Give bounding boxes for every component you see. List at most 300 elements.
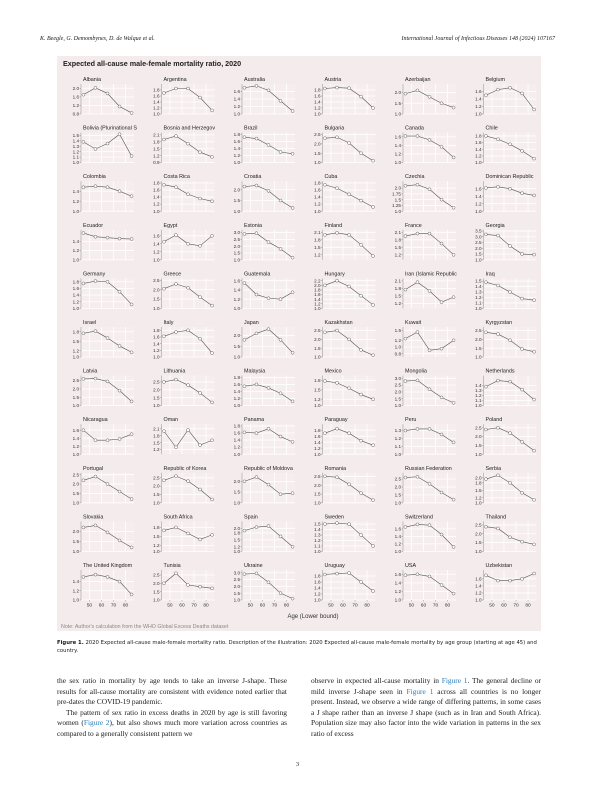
data-point [162,335,165,338]
y-tick-label: 1.5 [233,250,240,256]
panel-title: Kyrgyzstan [485,320,513,326]
y-tick-label: 2.0 [314,141,321,147]
y-tick-label: 2.0 [394,185,401,191]
plot-area [403,278,456,308]
data-point [416,573,419,576]
y-tick-label: 1.1 [72,154,79,160]
y-tick-label: 1.4 [72,188,79,194]
data-point [162,430,165,433]
panel-title: Chile [485,125,498,132]
plot-area [242,570,295,600]
plot-area [323,424,376,454]
y-tick-label: 1.8 [314,573,321,579]
y-tick-label: 1.2 [475,495,482,501]
data-point [255,184,258,187]
y-tick-label: 1.5 [314,345,321,351]
running-header-authors: K. Beegle, G. Demombynes, D. de Walque et al. [40,36,155,42]
panel-title: Iraq [485,271,495,278]
data-point [162,529,165,532]
plot-area [323,181,376,211]
data-point [372,590,375,593]
y-tick-label: 1.6 [394,134,401,140]
plot-area [81,133,134,163]
y-tick-label: 2.0 [394,484,401,490]
y-tick-label: 2.0 [314,336,321,342]
y-tick-label: 1.6 [153,334,160,340]
y-tick-label: 1.8 [153,433,160,439]
y-tick-label: 1.3 [314,532,321,538]
chart-panel [314,563,375,609]
plot-area [484,570,537,600]
data-point [496,426,499,429]
y-tick-label: 1.0 [314,500,321,506]
data-point [82,575,85,578]
y-tick-label: 1.0 [394,549,401,554]
data-point [428,349,431,352]
y-tick-label: 2.1 [394,278,401,284]
data-point [484,134,487,137]
panel-title: Peru [405,417,417,424]
data-point [521,253,524,256]
y-tick-label: 1.2 [475,295,482,301]
y-tick-label: 1.5 [394,244,401,250]
y-tick-label: 1.0 [394,160,401,166]
chart-panel [234,320,295,360]
figure-1-link[interactable]: Figure 1 [406,686,434,696]
data-point [533,299,536,302]
panel-title: Cuba [324,174,338,181]
data-point [452,253,455,256]
data-point [323,523,326,526]
data-point [267,189,270,192]
data-point [130,111,133,114]
chart-panel [395,320,456,357]
data-point [106,337,109,340]
data-point [94,573,97,576]
y-tick-label: 1.5 [394,100,401,106]
y-tick-label: 1.2 [153,249,160,255]
y-tick-label: 1.0 [153,208,160,214]
y-tick-label: 1.5 [314,150,321,156]
data-point [130,498,133,501]
y-tick-label: 0.8 [394,351,401,357]
y-tick-label: 2.0 [233,243,240,249]
y-tick-label: 1.0 [233,500,240,506]
y-tick-label: 1.2 [394,337,401,343]
data-point [199,244,202,247]
data-point [484,331,487,334]
data-point [533,350,536,353]
data-point [509,244,512,247]
data-point [243,385,246,388]
figure-2-link[interactable]: Figure 2 [83,718,110,728]
chart-panel [314,174,375,214]
data-point [533,157,536,160]
y-tick-label: 1.6 [233,430,240,436]
data-point [496,474,499,477]
data-point [162,582,165,585]
data-point [211,401,214,404]
data-point [211,587,214,590]
y-tick-label: 1.2 [72,443,79,449]
data-point [484,574,487,577]
y-tick-label: 2.0 [153,287,160,293]
y-tick-label: 1.0 [72,403,79,409]
y-tick-label: 1.2 [233,104,240,110]
y-tick-label: 1.4 [72,138,79,144]
data-point [291,291,294,294]
data-point [496,185,499,188]
y-tick-label: 1.4 [153,241,160,247]
y-tick-label: 2.5 [153,277,160,283]
y-tick-label: 1.4 [314,296,321,302]
data-point [106,531,109,534]
data-point [440,533,443,536]
data-point [243,282,246,285]
data-point [267,143,270,146]
y-tick-label: 2.0 [233,525,240,531]
chart-panel [314,126,375,166]
y-tick-label: 1.2 [153,347,160,353]
text-run: The pattern of sex ratio in excess deaths in 2020 by age is still favoring women ( [57,707,287,728]
chart-panel [234,466,295,506]
panel-title: Brazil [244,125,258,132]
data-point [187,384,190,387]
y-tick-label: 1.5 [72,338,79,344]
y-tick-label: 1.2 [314,105,321,111]
y-tick-label: 1.1 [475,398,482,404]
y-tick-label: 1.4 [475,146,482,152]
panel-title: Japan [244,320,259,326]
y-tick-label: 1.8 [72,279,79,285]
data-point [174,475,177,478]
panel-title: Belgium [485,77,505,83]
chart-panel [395,77,456,117]
data-point [323,331,326,334]
x-tick-label: 70 [513,603,519,609]
plot-area [323,473,376,503]
chart-panel [234,77,295,117]
y-tick-label: 1.0 [233,111,240,117]
y-tick-label: 1.8 [314,377,321,383]
data-point [484,385,487,388]
y-tick-label: 2.5 [394,382,401,388]
y-tick-label: 1.0 [72,451,79,457]
y-tick-label: 2.1 [394,229,401,235]
y-tick-label: 1.6 [394,526,401,532]
chart-panel [475,77,536,117]
data-point [199,538,202,541]
y-tick-label: 1.2 [394,436,401,442]
plot-area [242,376,295,406]
data-point [255,432,258,435]
panel-title: Sweden [324,514,344,521]
panel-title: Switzerland [405,514,433,521]
data-point [360,348,363,351]
y-tick-label: 2.0 [233,187,240,193]
y-tick-label: 1.6 [72,94,79,100]
data-point [521,297,524,300]
data-point [360,95,363,98]
data-point [372,159,375,162]
data-point [416,379,419,382]
chart-panel [475,223,536,263]
data-point [440,301,443,304]
data-point [404,135,407,138]
x-tick-label: 80 [283,603,290,609]
data-point [187,286,190,289]
y-tick-label: 1.5 [233,343,240,349]
data-point [279,99,282,102]
y-tick-label: 1.4 [153,194,160,200]
y-tick-label: 2.0 [394,90,401,96]
y-tick-label: 1.25 [392,203,401,209]
y-tick-label: 1.2 [475,393,482,399]
y-tick-label: 1.5 [394,492,401,498]
data-point [428,232,431,235]
data-point [360,393,363,396]
data-point [291,597,294,600]
data-point [118,237,121,240]
data-point [452,339,455,342]
y-tick-label: 1.2 [153,105,160,111]
data-point [279,392,282,395]
panel-title: Italy [163,320,174,326]
y-tick-label: 1.5 [72,394,79,400]
chart-panel [475,174,536,214]
y-tick-label: 1.0 [394,208,401,214]
data-point [428,289,431,292]
y-tick-label: 2.5 [72,472,79,478]
y-tick-label: 1.5 [314,491,321,497]
y-tick-label: 2.5 [72,378,79,384]
data-point [323,379,326,382]
panel-title: Ecuador [83,222,104,229]
x-tick-label: 50 [247,603,254,609]
y-tick-label: 1.8 [153,327,160,333]
y-tick-label: 1.5 [233,489,240,495]
data-point [199,585,202,588]
y-tick-label: 2.0 [314,282,321,288]
y-tick-label: 1.2 [233,153,240,159]
y-tick-label: 2.0 [233,478,240,484]
chart-panel [475,369,536,409]
data-point [106,483,109,486]
chart-panel [392,174,456,214]
data-point [94,280,97,283]
y-tick-label: 1.8 [394,286,401,291]
data-point [291,440,294,443]
y-tick-label: 1.0 [72,597,79,603]
chart-panel [153,417,214,454]
data-point [452,498,455,501]
y-tick-label: 1.4 [394,143,401,149]
y-tick-label: 1.0 [153,354,160,360]
y-tick-label: 1.0 [233,354,240,360]
data-point [291,351,294,354]
data-point [440,347,443,350]
y-tick-label: 1.6 [153,93,160,99]
data-point [267,427,270,430]
y-tick-label: 3.0 [394,375,401,381]
chart-panel [314,514,375,554]
data-point [279,493,282,496]
y-tick-label: 2.5 [475,328,482,334]
y-tick-label: 1.2 [72,149,79,155]
plot-area [323,133,376,163]
panel-title: Netherlands [485,368,515,375]
panel-title: Romania [324,465,347,472]
chart-panel [73,320,134,360]
plot-area [242,133,295,163]
y-tick-label: 1.0 [72,208,79,214]
data-point [174,446,177,449]
y-tick-label: 1.0 [475,111,482,117]
data-point [106,236,109,239]
data-point [82,377,85,380]
data-point [521,577,524,580]
y-tick-label: 1.6 [475,186,482,192]
data-point [82,332,85,335]
data-point [118,438,121,441]
data-point [416,331,419,334]
y-tick-label: 1.0 [153,257,160,263]
y-tick-label: 1.0 [314,549,321,554]
data-point [162,240,165,243]
data-point [533,108,536,111]
data-point [360,534,363,537]
data-point [187,242,190,245]
data-point [291,400,294,403]
figure-1-link[interactable]: Figure 1 [441,676,468,685]
y-tick-label: 1.5 [72,132,79,138]
data-point [348,523,351,526]
y-tick-label: 1.5 [314,387,321,393]
data-point [348,87,351,90]
panel-title: Kazakhstan [324,320,353,326]
panel-title: France [405,222,422,229]
x-tick-label: 60 [259,603,266,609]
y-tick-label: 1.2 [394,151,401,157]
chart-panel [73,271,134,311]
y-tick-label: 1.5 [475,278,482,284]
y-tick-label: 1.0 [394,500,401,506]
data-point [335,381,338,384]
y-tick-label: 1.2 [233,396,240,402]
data-point [533,398,536,401]
data-point [496,379,499,382]
panel-title: Bolivia (Plurinational S [83,125,137,132]
data-point [416,232,419,235]
running-header-journal: International Journal of Infectious Diseases 148 (2024) 107167 [401,36,555,42]
y-tick-label: 1.5 [314,244,321,250]
y-tick-label: 2.5 [475,522,482,528]
y-tick-label: 1.5 [394,327,401,333]
y-tick-label: 2.0 [72,386,79,392]
x-tick-label: 60 [420,603,427,609]
plot-area [403,84,456,114]
data-point [372,499,375,502]
chart-panel [234,417,295,457]
chart-panel [73,174,134,214]
y-tick-label: 1.4 [475,583,482,589]
y-tick-label: 1.6 [153,187,160,193]
data-point [187,193,190,196]
data-point [509,187,512,190]
y-tick-label: 2.0 [394,389,401,395]
data-point [496,234,499,237]
data-point [335,572,338,575]
chart-panel [395,563,456,609]
data-point [428,427,431,430]
data-point [82,140,85,143]
data-point [335,86,338,89]
chart-panel [475,417,536,457]
y-tick-label: 2.5 [153,572,160,578]
data-point [404,526,407,529]
panel-title: Spain [244,514,258,521]
panel-title: Dominican Republic [485,174,534,181]
data-point [187,329,190,332]
data-point [533,498,536,501]
panel-title: Tunisia [163,563,181,569]
chart-panel [314,223,375,260]
y-tick-label: 1.8 [233,423,240,429]
data-point [416,89,419,92]
chart-panel [153,514,214,554]
panel-title: Bosnia and Herzegov [163,125,216,132]
data-point [130,195,133,198]
data-point [94,147,97,150]
y-tick-label: 1.2 [475,153,482,159]
plot-area [162,133,215,163]
data-point [255,572,258,575]
y-tick-label: 0.8 [72,111,79,117]
y-tick-label: 2.0 [72,481,79,487]
data-point [267,581,270,584]
y-tick-label: 1.5 [153,395,160,401]
panel-title: Republic of Korea [163,465,207,472]
y-tick-label: 1.2 [475,201,482,207]
data-point [291,256,294,259]
x-tick-label: 80 [203,603,209,609]
data-point [452,106,455,109]
y-tick-label: 1.2 [314,301,321,307]
y-tick-label: 2.0 [233,333,240,339]
data-point [335,427,338,430]
data-point [372,444,375,447]
y-tick-label: 1.8 [153,525,160,530]
panel-title: Finland [324,222,343,229]
y-tick-label: 1.0 [314,306,321,311]
data-point [496,527,499,530]
data-point [130,546,133,549]
figure-title: Expected all-cause male-female mortality ratio, 2020 [63,59,242,68]
y-tick-label: 3.5 [475,228,482,234]
chart-panel [314,369,375,409]
panel-title: Israel [83,320,97,326]
panel-title: Mongolia [405,368,427,375]
data-point [291,206,294,209]
x-tick-label: 70 [191,603,197,609]
plot-area [323,521,376,551]
panel-title: Ukraine [244,563,263,569]
data-point [94,439,97,442]
data-point [199,488,202,491]
data-point [199,443,202,446]
y-tick-label: 1.6 [233,382,240,388]
data-point [174,186,177,189]
